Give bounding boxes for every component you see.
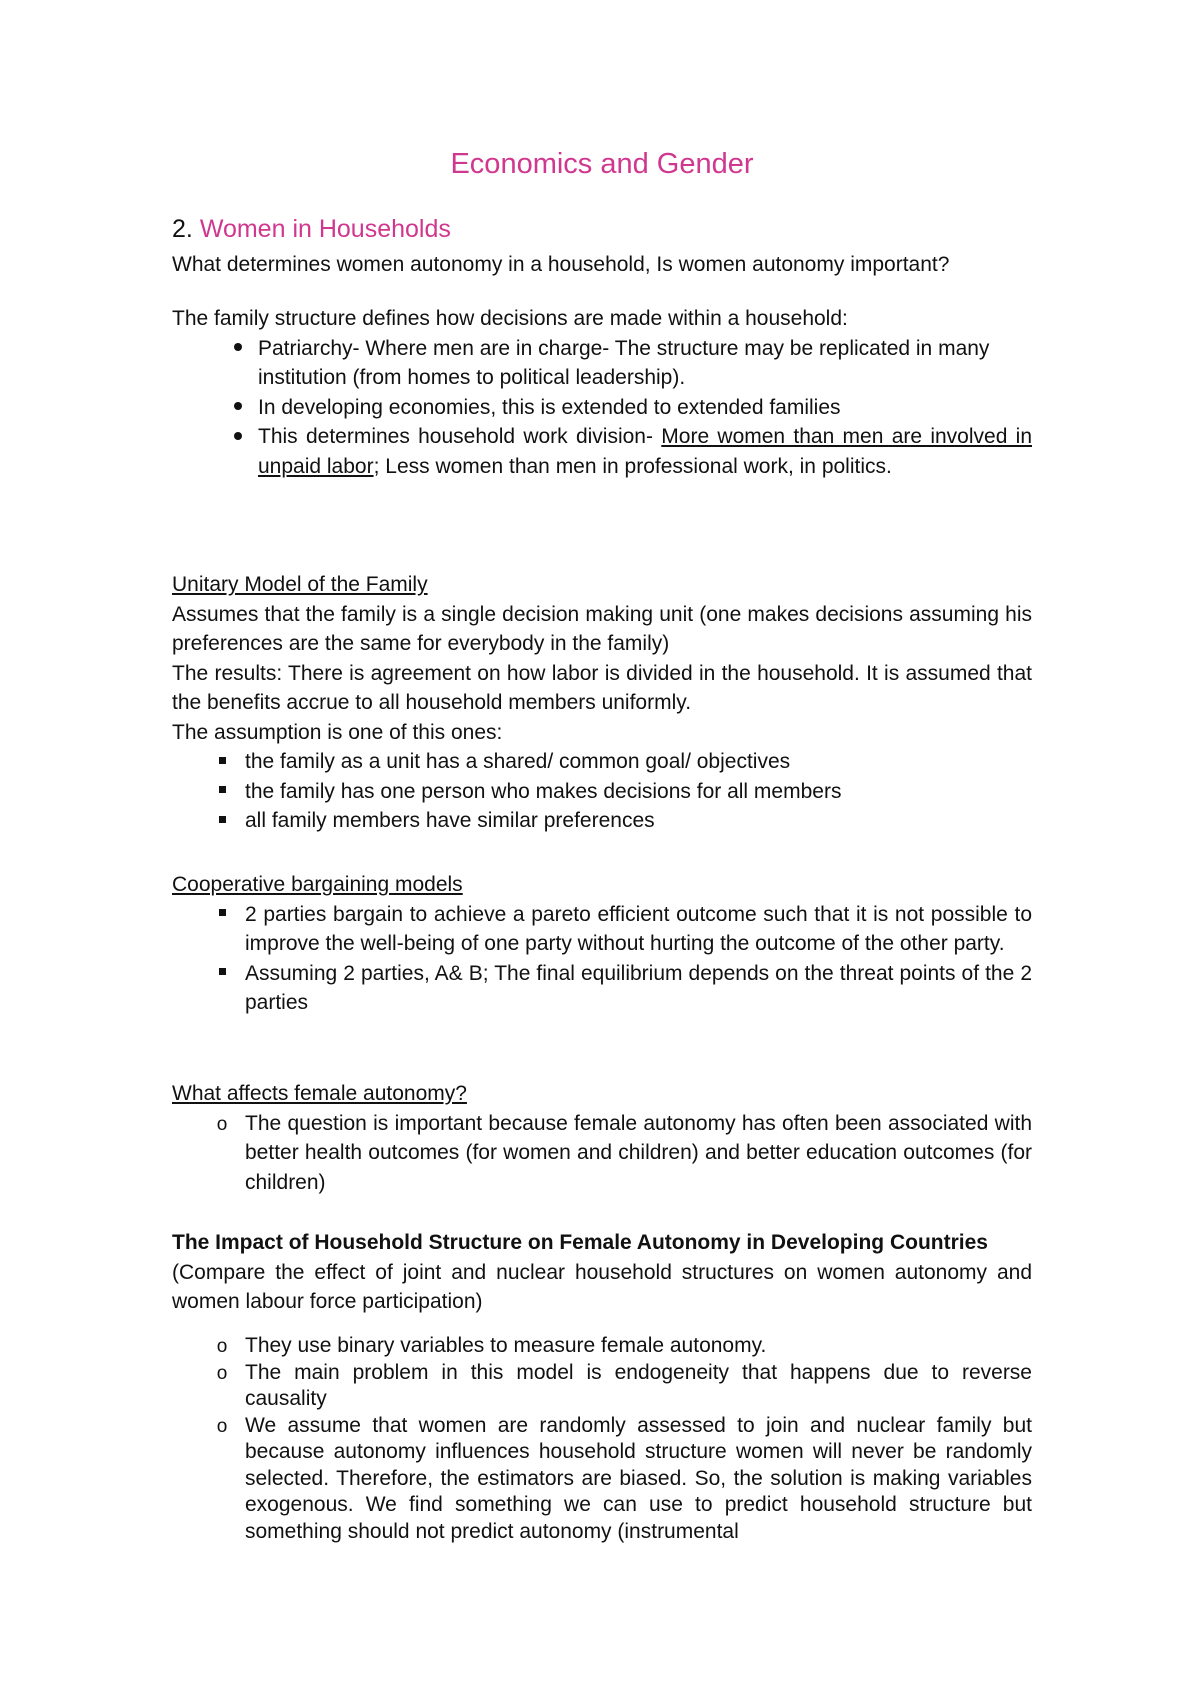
section-number: 2. <box>172 215 193 243</box>
list-item <box>172 806 1032 836</box>
female-autonomy-heading: What affects female autonomy? <box>172 1082 467 1105</box>
list-item <box>172 334 1032 393</box>
list-item <box>172 422 1032 481</box>
list-item-text-suffix: ; Less women than men in professional work, in politics. <box>373 454 892 478</box>
hollow-bullet-icon: o <box>216 1336 228 1357</box>
list-item-text: They use binary variables to measure female autonomy. <box>245 1334 767 1357</box>
family-structure-block <box>172 304 1032 481</box>
family-structure-list <box>172 334 1032 482</box>
list-item-text: all family members have similar preferences <box>245 809 655 832</box>
cooperative-models-heading: Cooperative bargaining models <box>172 873 463 896</box>
document-title: Economics and Gender <box>450 148 754 180</box>
unitary-model-heading: Unitary Model of the Family <box>172 573 428 596</box>
section-title: Women in Households <box>199 215 451 243</box>
list-item <box>172 393 1032 423</box>
impact-study-heading: The Impact of Household Structure on Female Autonomy in Developing Countries <box>172 1231 988 1254</box>
list-item <box>172 900 1032 959</box>
female-autonomy-block <box>172 1079 1032 1197</box>
unitary-model-list <box>172 747 1032 836</box>
list-item-text: The question is important because female autonomy has often been associated with better health outcomes (for women and children) and better education outcomes (for children) <box>245 1111 1032 1194</box>
bullet-icon <box>228 393 248 423</box>
square-bullet-icon <box>212 900 232 930</box>
list-item <box>172 1413 1032 1546</box>
hollow-bullet-icon: o <box>216 1113 228 1135</box>
list-item-text: the family has one person who makes decisions for all members <box>245 779 842 803</box>
list-item-text: We assume that women are randomly assessed to join and nuclear family but because autonomy influences household structure women will never be randomly selected. Therefore, the estimators are biased. So, the solution is making variables exogenous. We find something we can use to predict household structure but something should not predict autonomy (instrumental <box>245 1413 1032 1543</box>
list-item-text: 2 parties bargain to achieve a pareto efficient outcome such that it is not possible to improve the well-being of one party without hurting the outcome of the other party. <box>245 902 1032 955</box>
intro-question: What determines women autonomy in a household, Is women autonomy important? <box>172 253 950 276</box>
impact-study-subtitle: (Compare the effect of joint and nuclear household structures on women autonomy and women labour force participation) <box>172 1260 1032 1313</box>
list-item <box>172 959 1032 1018</box>
list-item-text: Patriarchy- Where men are in charge- The structure may be replicated in many institution (from homes to political leadership). <box>258 336 990 389</box>
impact-study-list-block <box>172 1333 1032 1545</box>
impact-study-list <box>172 1333 1032 1545</box>
list-item-text: The main problem in this model is endogeneity that happens due to reverse causality <box>245 1360 1032 1410</box>
impact-study-block <box>172 1228 1032 1317</box>
list-item-text: the family as a unit has a shared/ common goal/ objectives <box>245 750 791 773</box>
unitary-model-para2: The results: There is agreement on how labor is divided in the household. It is assumed that the benefits accrue to all household members uniformly. <box>172 661 1032 714</box>
family-structure-lead: The family structure defines how decisions are made within a household: <box>172 307 848 330</box>
unitary-model-para1: Assumes that the family is a single decision making unit (one makes decisions assuming his preferences are the same for everybody in the family) <box>172 602 1032 655</box>
square-bullet-icon <box>212 777 232 807</box>
hollow-bullet-icon: o <box>216 1362 228 1384</box>
unitary-model-block <box>172 570 1032 836</box>
section-heading <box>172 213 451 245</box>
unitary-model-para3: The assumption is one of this ones: <box>172 720 503 744</box>
list-item-text-prefix: This determines household work division- <box>258 425 662 448</box>
list-item <box>172 747 1032 777</box>
hollow-bullet-icon: o <box>216 1415 228 1437</box>
cooperative-models-block <box>172 870 1032 1018</box>
list-item <box>172 1360 1032 1413</box>
list-item <box>172 1109 1032 1198</box>
list-item <box>172 777 1032 807</box>
female-autonomy-list <box>172 1109 1032 1198</box>
list-item-text: In developing economies, this is extended to extended families <box>258 395 841 419</box>
bullet-icon <box>228 334 248 364</box>
square-bullet-icon <box>212 747 232 777</box>
square-bullet-icon <box>212 959 232 989</box>
cooperative-models-list <box>172 900 1032 1018</box>
list-item <box>172 1333 1032 1360</box>
intro-question-block <box>172 250 1032 280</box>
bullet-icon <box>228 422 248 452</box>
list-item-text-underlined: More women than men are involved in unpaid labor <box>258 425 1033 478</box>
square-bullet-icon <box>212 806 232 836</box>
list-item-text: Assuming 2 parties, A& B; The final equilibrium depends on the threat points of the 2 parties <box>245 961 1032 1014</box>
